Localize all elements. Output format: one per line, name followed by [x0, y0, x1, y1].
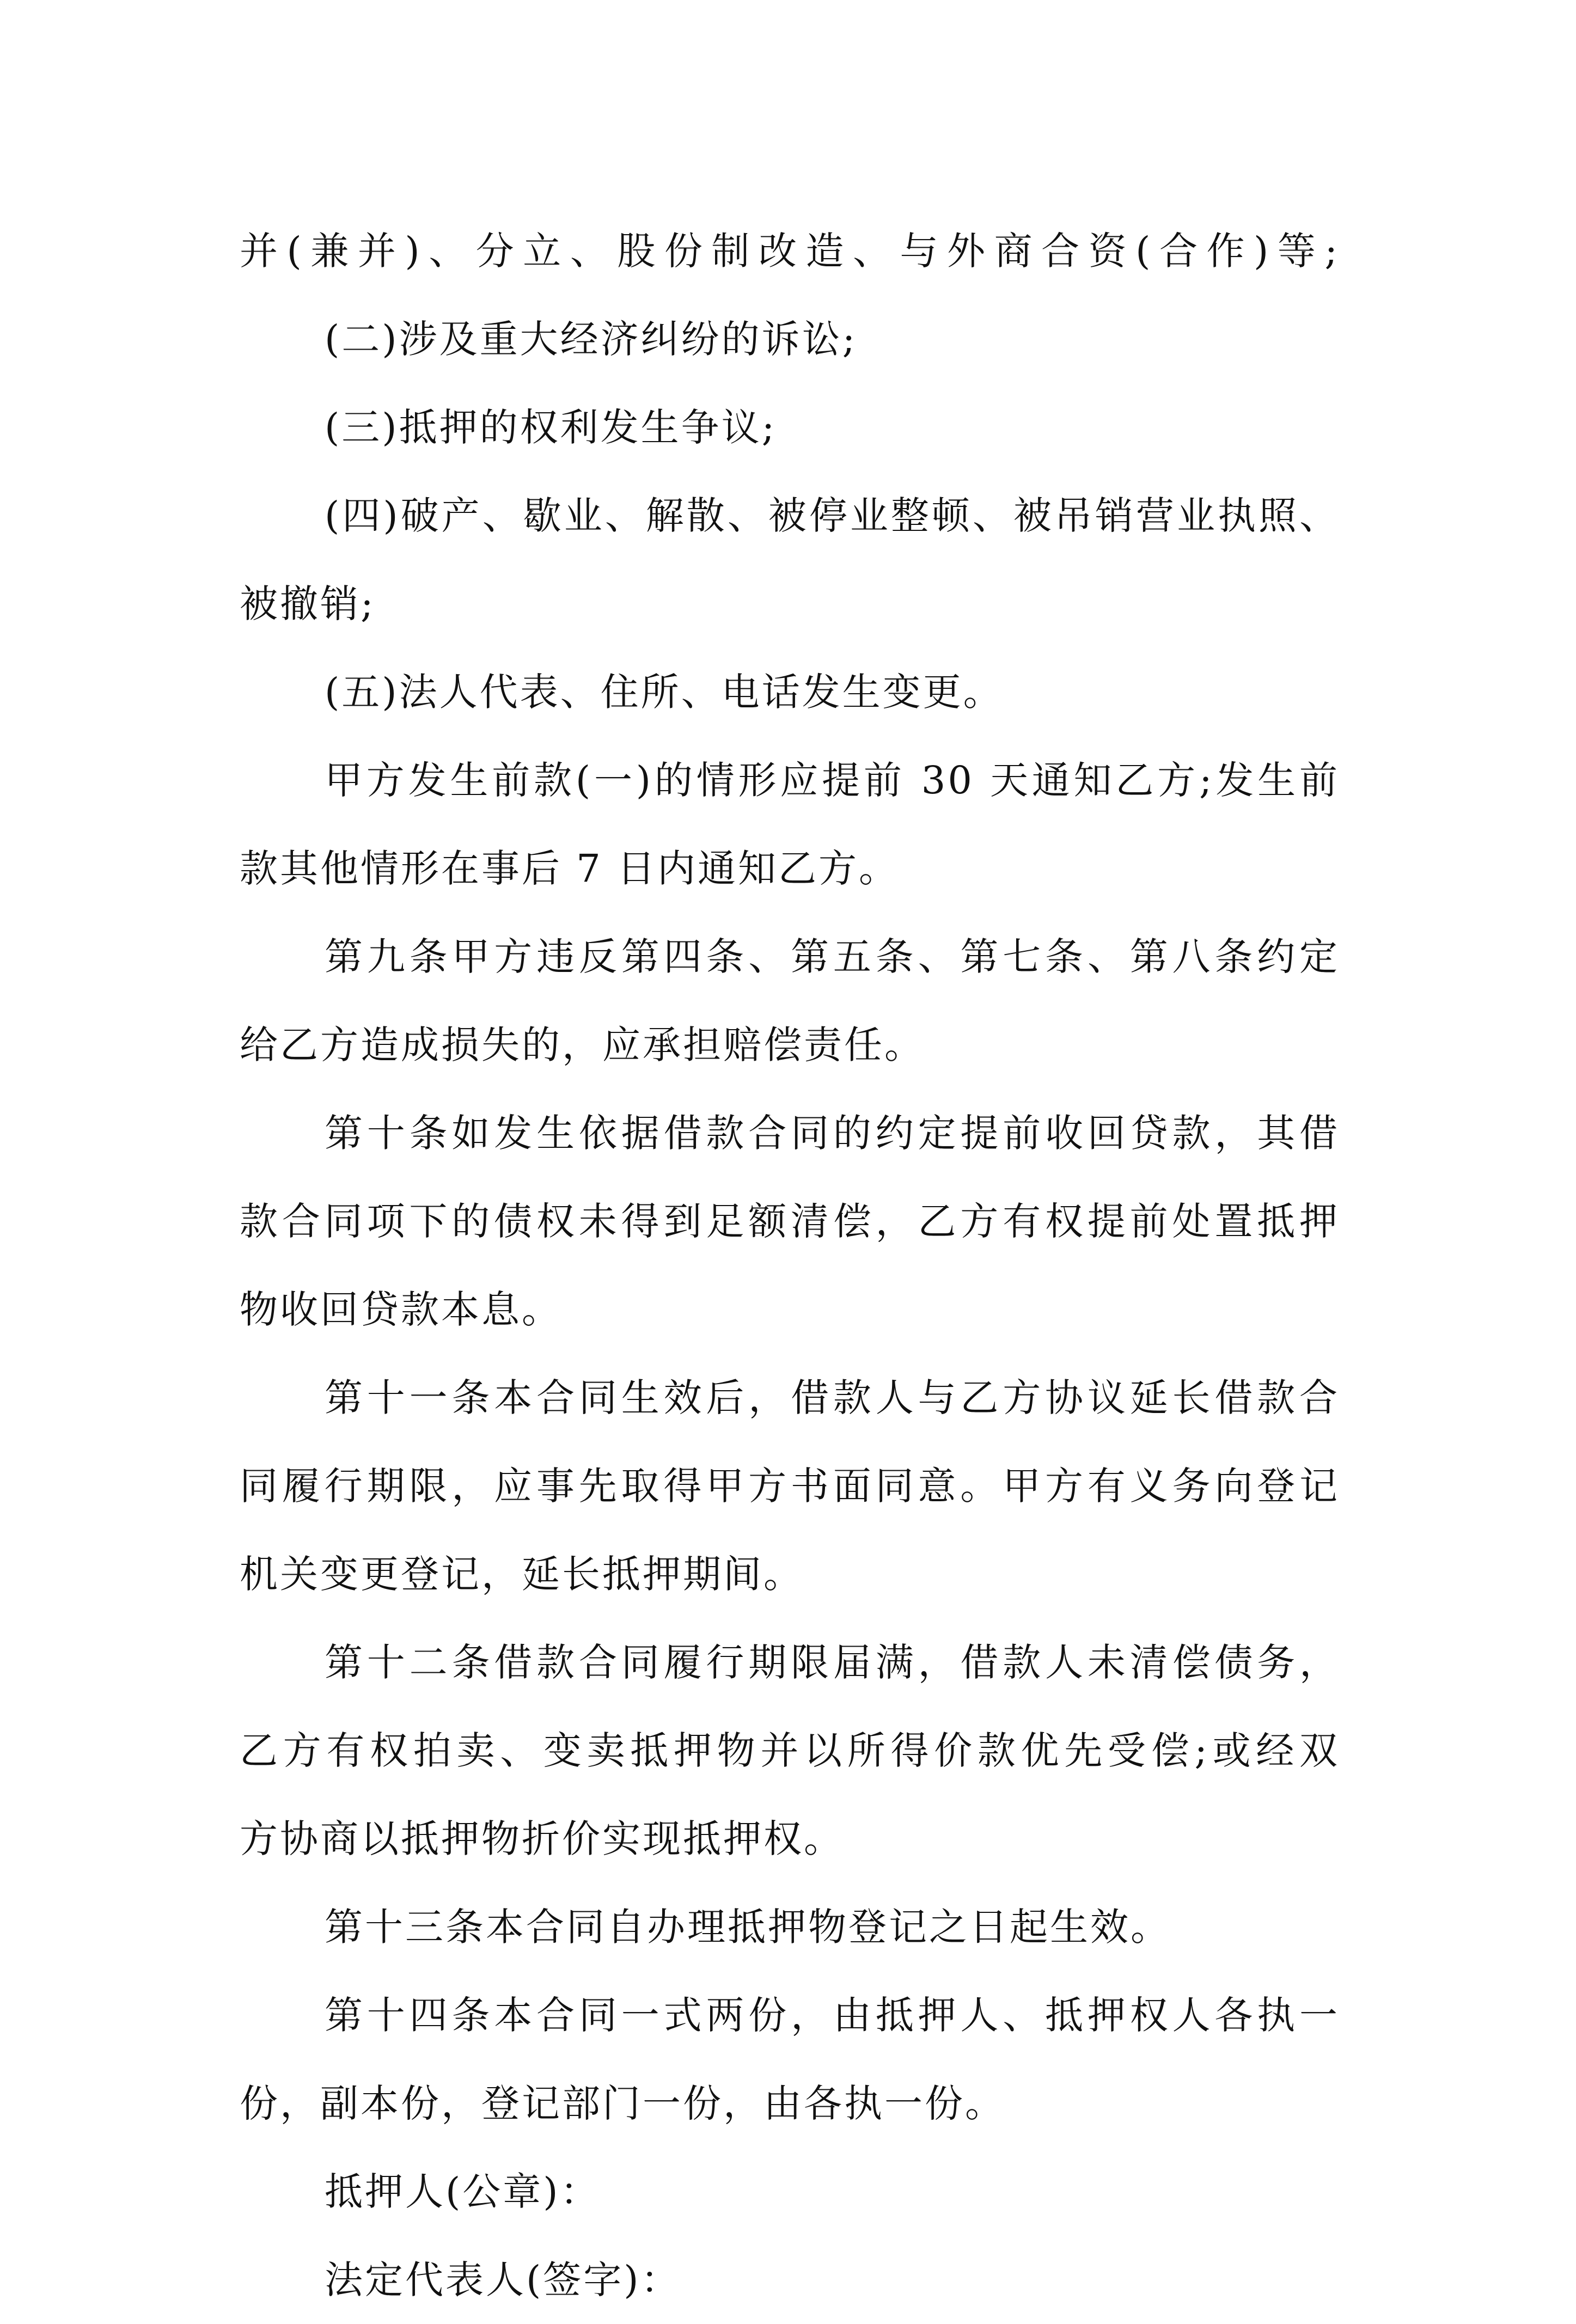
- text-line: (五)法人代表、住所、电话发生变更。: [325, 670, 1004, 714]
- text-line: 乙方有权拍卖、变卖抵押物并以所得价款优先受偿;或经双: [240, 1728, 1340, 1773]
- text-line: 款其他情形在事后 7 日内通知乙方。: [240, 846, 900, 891]
- signature-line-mortgagor: 抵押人(公章)：: [325, 2169, 601, 2214]
- text-line: 第十一条本合同生效后，借款人与乙方协议延长借款合: [325, 1375, 1340, 1420]
- text-line: 第十条如发生依据借款合同的约定提前收回贷款，其借: [325, 1111, 1340, 1155]
- text-line: 方协商以抵押物折价实现抵押权。: [240, 1817, 844, 1861]
- text-line: 物收回贷款本息。: [240, 1287, 562, 1332]
- text-line: (二)涉及重大经济纠纷的诉讼;: [325, 317, 858, 362]
- text-line: 机关变更登记，延长抵押期间。: [240, 1552, 804, 1597]
- text-line: 份，副本份，登记部门一份，由各执一份。: [240, 2081, 1005, 2126]
- text-line: 款合同项下的债权未得到足额清偿，乙方有权提前处置抵押: [240, 1199, 1340, 1244]
- text-line: 甲方发生前款(一)的情形应提前 30 天通知乙方;发生前: [325, 758, 1340, 803]
- text-line: 第十二条借款合同履行期限届满，借款人未清偿债务，: [325, 1640, 1340, 1685]
- text-line: 第九条甲方违反第四条、第五条、第七条、第八条约定: [325, 934, 1340, 979]
- text-line: 同履行期限，应事先取得甲方书面同意。甲方有义务向登记: [240, 1464, 1340, 1508]
- signature-line-legal-rep: 法定代表人(签字)：: [325, 2258, 681, 2302]
- text-line: (四)破产、歇业、解散、被停业整顿、被吊销营业执照、: [325, 493, 1340, 538]
- text-line: 第十四条本合同一式两份，由抵押人、抵押权人各执一: [325, 1993, 1340, 2038]
- text-line: 被撤销;: [240, 582, 376, 626]
- text-line: 给乙方造成损失的，应承担赔偿责任。: [240, 1023, 925, 1067]
- text-line: 第十三条本合同自办理抵押物登记之日起生效。: [325, 1905, 1171, 1949]
- text-line: (三)抵押的权利发生争议;: [325, 405, 777, 450]
- text-line: 并(兼并)、分立、股份制改造、与外商合资(合作)等;: [240, 229, 1340, 273]
- document-body: [240, 207, 1340, 2324]
